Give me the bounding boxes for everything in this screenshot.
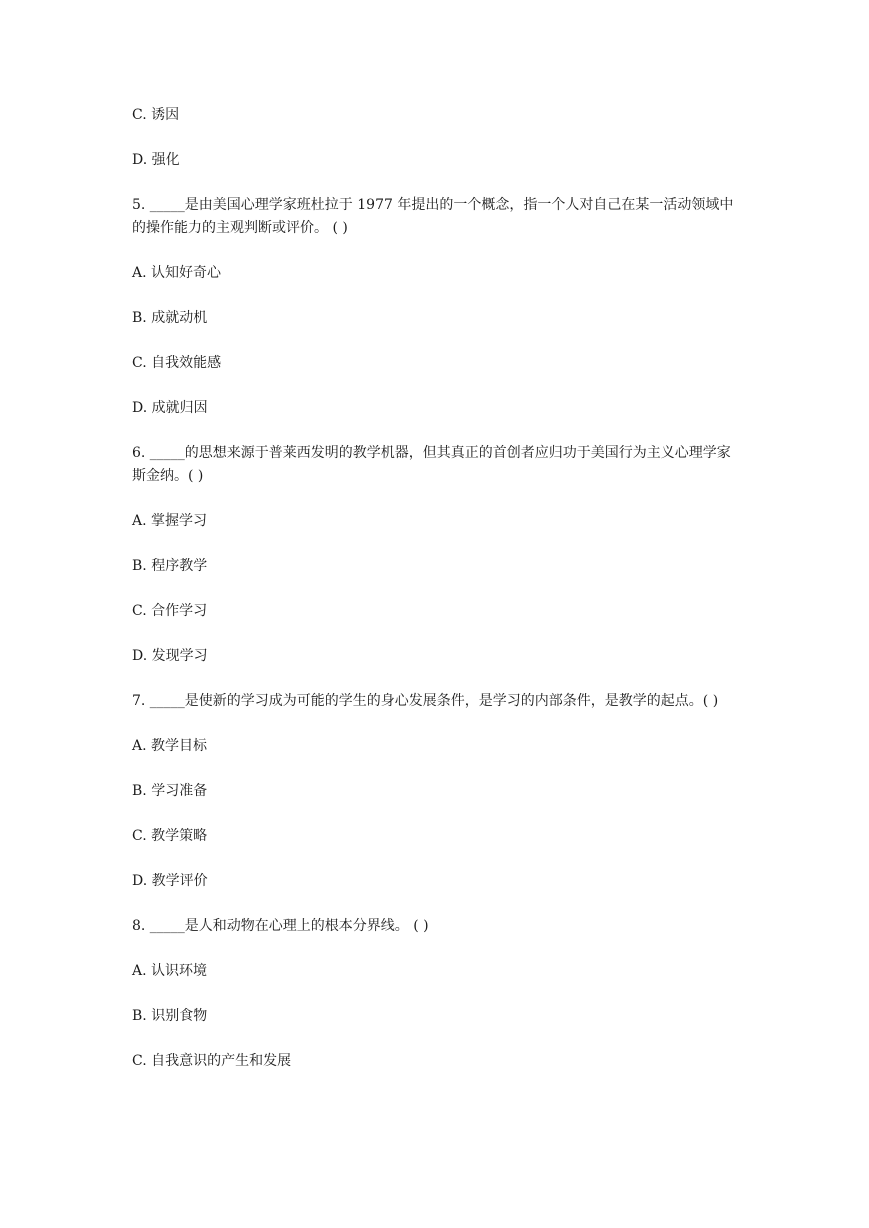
question-7-option-a: A. 教学目标 <box>132 738 208 754</box>
question-7-option-d: D. 教学评价 <box>132 873 208 889</box>
question-6-option-d: D. 发现学习 <box>132 648 208 664</box>
question-8-option-c: C. 自我意识的产生和发展 <box>132 1053 292 1069</box>
question-5-stem: 5. _____是由美国心理学家班杜拉于 1977 年提出的一个概念，指一个人对自己在某一活动领域中的操作能力的主观判断或评价。 ( ) <box>132 197 734 236</box>
question-8-stem: 8. _____是人和动物在心理上的根本分界线。 ( ) <box>132 918 429 934</box>
question-6-stem: 6. _____的思想来源于普莱西发明的教学机器，但其真正的首创者应归功于美国行为主义心理学家斯金纳。( ) <box>132 445 731 484</box>
question-6-option-b: B. 程序教学 <box>132 558 208 574</box>
question-7-option-b: B. 学习准备 <box>132 783 208 799</box>
question-8-option-a: A. 认识环境 <box>132 963 208 979</box>
question-5-option-c: C. 自我效能感 <box>132 355 222 371</box>
question-7-option-c: C. 教学策略 <box>132 828 208 844</box>
question-6-option-c: C. 合作学习 <box>132 603 208 619</box>
question-8-option-b: B. 识别食物 <box>132 1008 208 1024</box>
document-page <box>132 104 742 1073</box>
option-d-reinforcement: D. 强化 <box>132 152 180 168</box>
question-6-option-a: A. 掌握学习 <box>132 513 208 529</box>
question-5-option-b: B. 成就动机 <box>132 310 208 326</box>
question-7-stem: 7. _____是使新的学习成为可能的学生的身心发展条件，是学习的内部条件，是教学的起点。( ) <box>132 693 719 709</box>
question-5-option-d: D. 成就归因 <box>132 400 208 416</box>
question-5-option-a: A. 认知好奇心 <box>132 265 222 281</box>
option-c-incentive: C. 诱因 <box>132 107 180 123</box>
